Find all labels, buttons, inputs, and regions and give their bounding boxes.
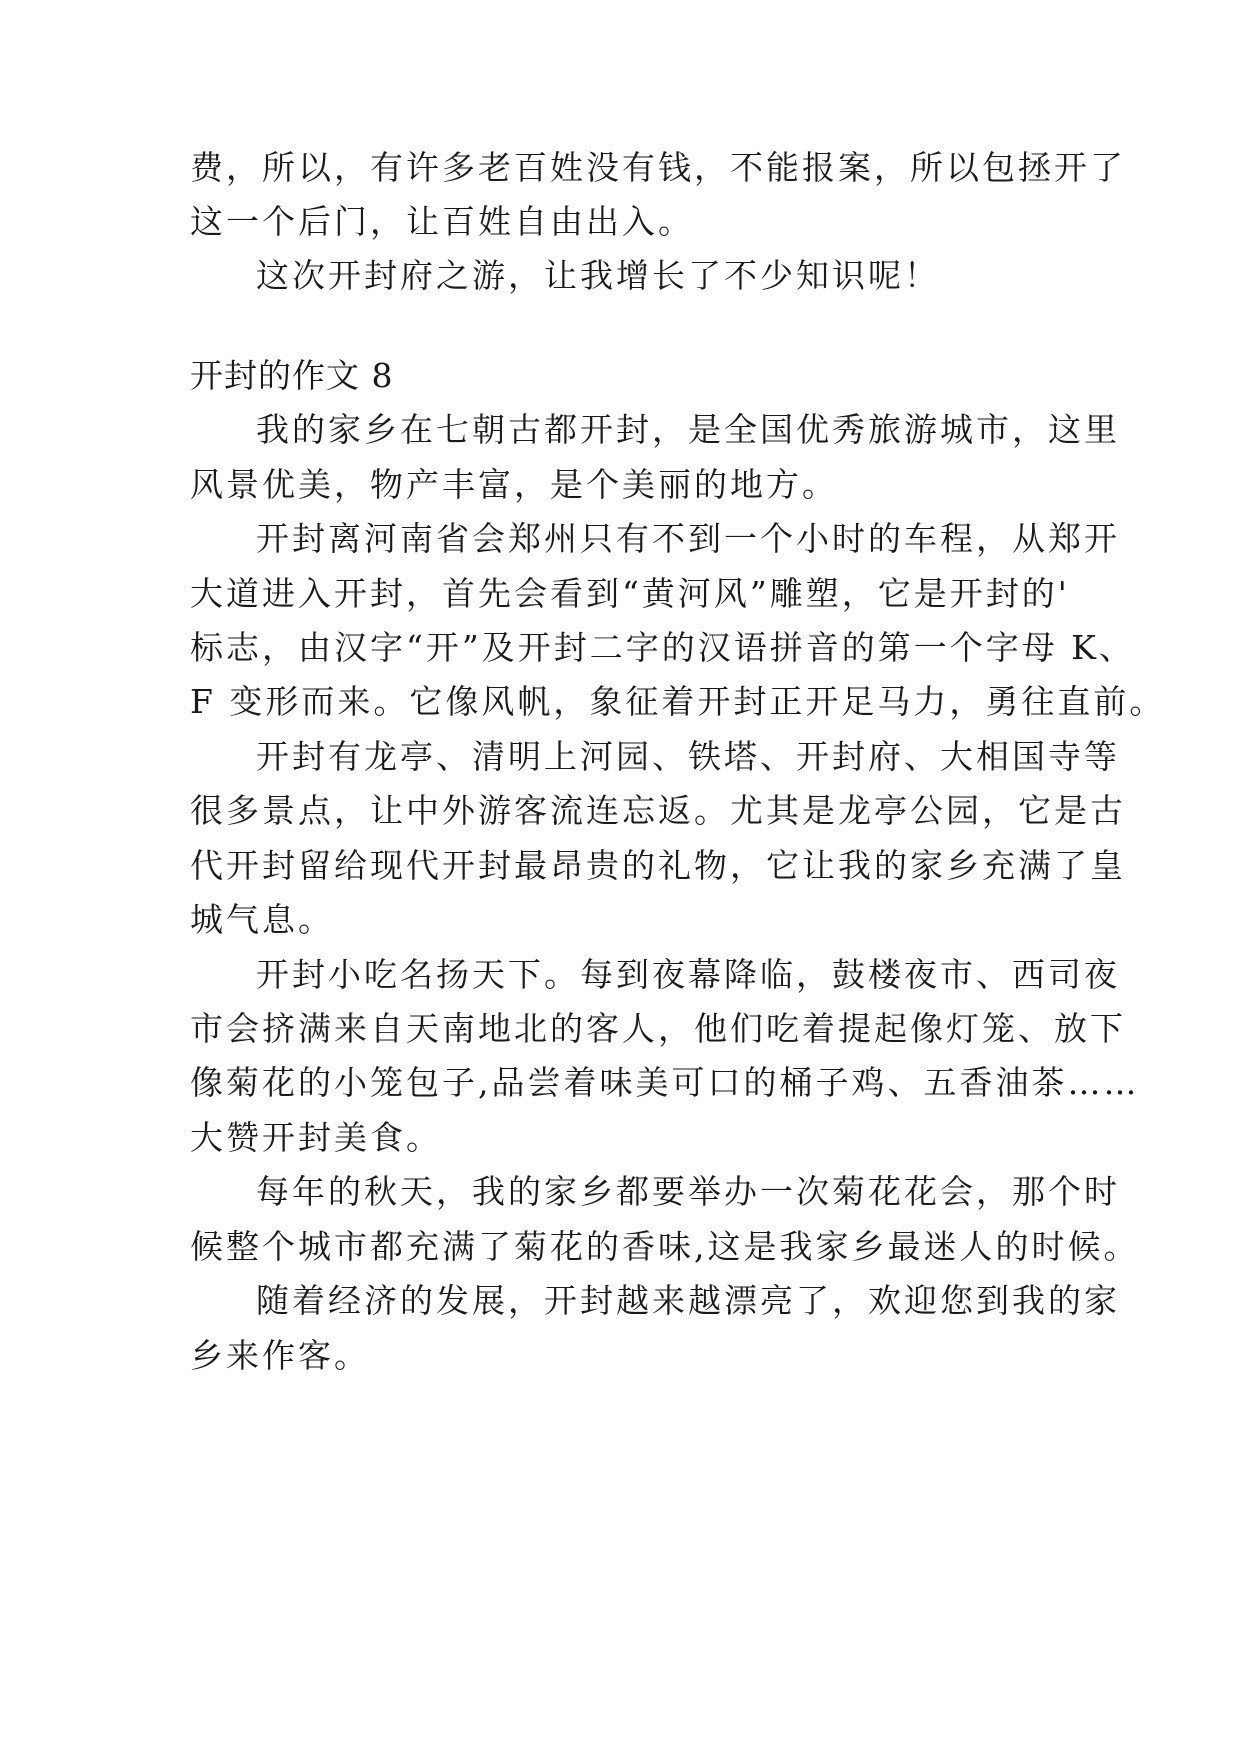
paragraph-line: 每年的秋天，我的家乡都要举办一次菊花花会，那个时: [256, 1172, 1120, 1211]
paragraph-line: 乡来作客。: [190, 1336, 370, 1375]
paragraph-line: 城气息。: [190, 900, 334, 939]
paragraph-line: 大赞开封美食。: [190, 1118, 442, 1157]
paragraph-line: 候整个城市都充满了菊花的香味,这是我家乡最迷人的时候。: [190, 1227, 1140, 1266]
paragraph-line: 开封有龙亭、清明上河园、铁塔、开封府、大相国寺等: [256, 737, 1120, 776]
paragraph-line: 我的家乡在七朝古都开封，是全国优秀旅游城市，这里: [256, 410, 1120, 449]
body-text-line: 费，所以，有许多老百姓没有钱，不能报案，所以包拯开了: [190, 148, 1126, 187]
paragraph-line: 标志，由汉字“开”及开封二字的汉语拼音的第一个字母 K、: [190, 628, 1135, 667]
paragraph-line: 开封小吃名扬天下。每到夜幕降临，鼓楼夜市、西司夜: [256, 955, 1120, 994]
paragraph-line: F 变形而来。它像风帆，象征着开封正开足马力，勇往直前。: [190, 682, 1166, 721]
section-title: 开封的作文 8: [190, 356, 394, 395]
paragraph-line: 开封离河南省会郑州只有不到一个小时的车程，从郑开: [256, 519, 1120, 558]
paragraph-line: 大道进入开封，首先会看到“黄河风”雕塑，它是开封的': [190, 574, 1070, 613]
paragraph-line: 很多景点，让中外游客流连忘返。尤其是龙亭公园，它是古: [190, 791, 1126, 830]
paragraph-line: 代开封留给现代开封最昂贵的礼物，它让我的家乡充满了皇: [190, 846, 1126, 885]
paragraph-line: 风景优美，物产丰富，是个美丽的地方。: [190, 465, 838, 504]
body-text-line: 这一个后门，让百姓自由出入。: [190, 202, 694, 241]
paragraph-line: 像菊花的小笼包子,品尝着味美可口的桶子鸡、五香油茶……: [190, 1063, 1140, 1102]
paragraph-line: 随着经济的发展，开封越来越漂亮了，欢迎您到我的家: [256, 1281, 1120, 1320]
body-text-line: 这次开封府之游，让我增长了不少知识呢！: [256, 256, 940, 295]
paragraph-line: 市会挤满来自天南地北的客人，他们吃着提起像灯笼、放下: [190, 1009, 1126, 1048]
